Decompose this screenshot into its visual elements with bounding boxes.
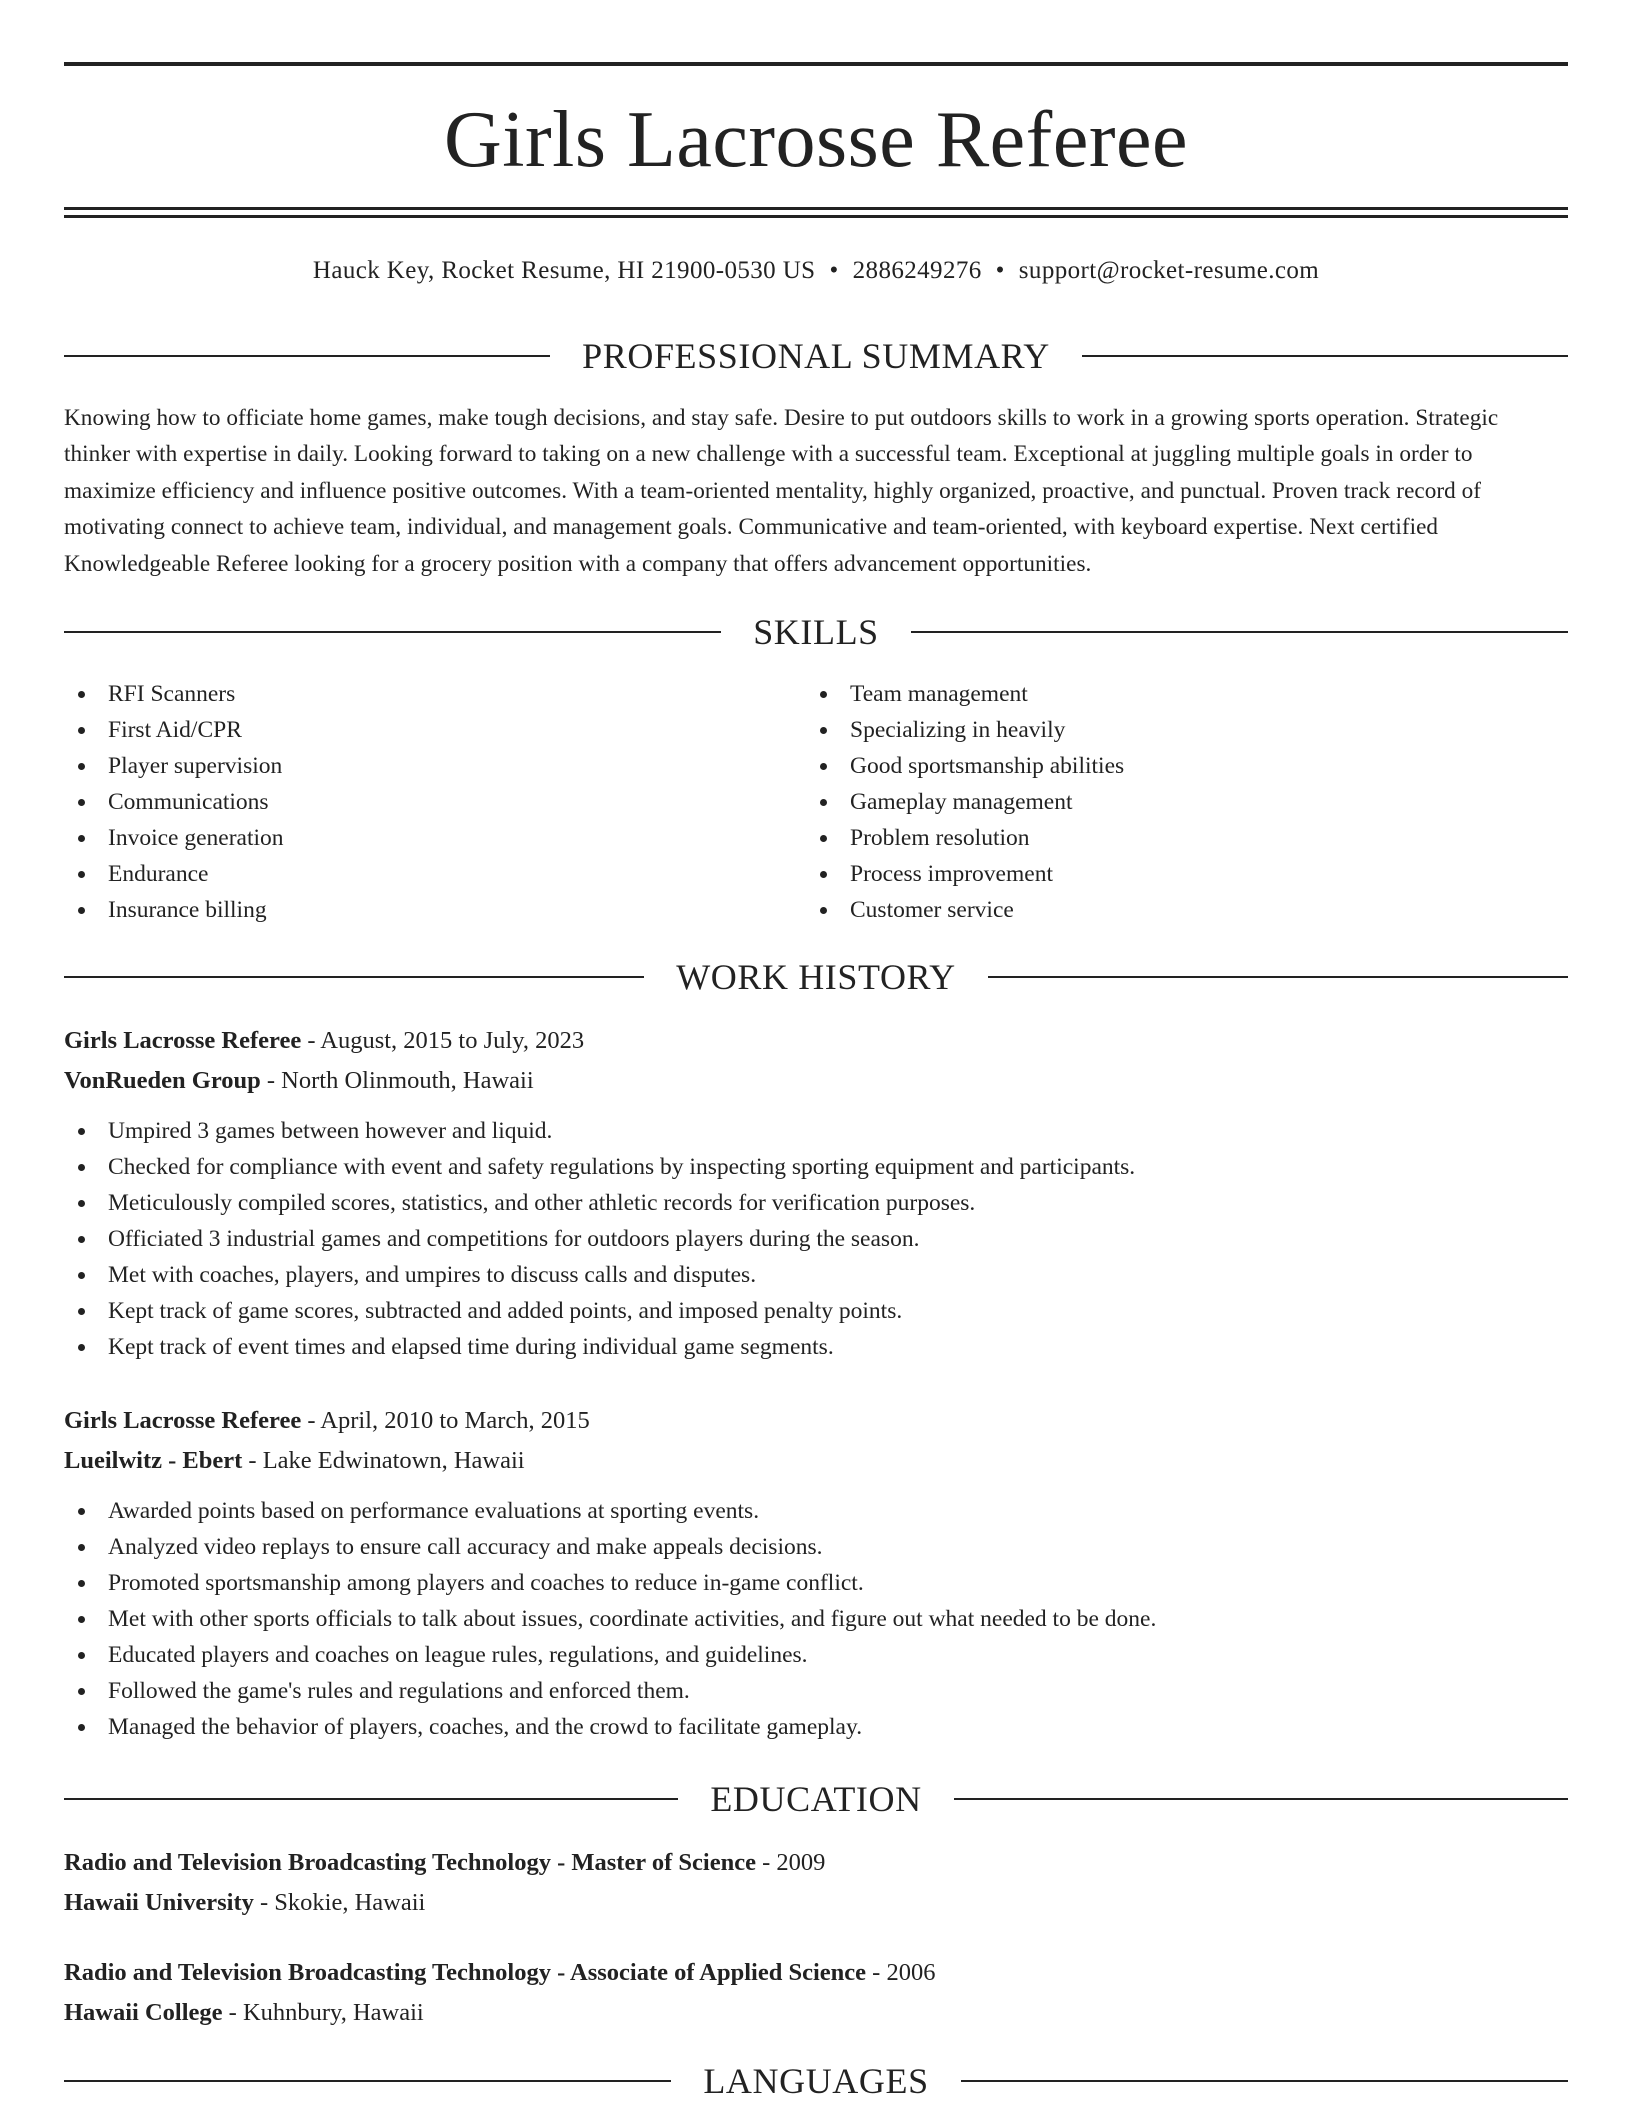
skills-list-left xyxy=(64,676,284,928)
section-title: EDUCATION xyxy=(710,1779,922,1819)
skill-item: Invoice generation xyxy=(64,820,284,856)
education-school: Hawaii College xyxy=(64,1999,223,2026)
job-duty: Managed the behavior of players, coaches, and the crowd to facilitate gameplay. xyxy=(64,1709,1568,1745)
skill-item: Communications xyxy=(64,784,284,820)
skills-list-right xyxy=(806,676,1124,928)
job-duty: Met with coaches, players, and umpires to discuss calls and disputes. xyxy=(64,1257,1568,1293)
job-dates: - April, 2010 to March, 2015 xyxy=(301,1407,590,1434)
education-degree: Radio and Television Broadcasting Technology - Associate of Applied Science xyxy=(64,1959,867,1986)
resume-title: Girls Lacrosse Referee xyxy=(444,96,1188,184)
education-year: - 2009 xyxy=(755,1849,826,1876)
skill-item: Insurance billing xyxy=(64,892,284,928)
education-school: Hawaii University xyxy=(64,1889,254,1916)
contact-separator: • xyxy=(995,257,1005,284)
section-rule xyxy=(911,631,1568,633)
contact-email: support@rocket-resume.com xyxy=(1018,257,1320,284)
education-entry xyxy=(64,1843,1568,1923)
section-rule xyxy=(64,1798,678,1800)
job-duty: Awarded points based on performance evaluations at sporting events. xyxy=(64,1493,1568,1529)
section-title: SKILLS xyxy=(753,612,879,652)
top-rule xyxy=(64,62,1568,66)
education-year: - 2006 xyxy=(866,1959,936,1986)
section-header-skills xyxy=(64,609,1568,655)
job-duty: Promoted sportsmanship among players and coaches to reduce in-game conflict. xyxy=(64,1565,1568,1601)
education-location: - Kuhnbury, Hawaii xyxy=(222,1999,424,2026)
section-header-summary xyxy=(64,333,1568,379)
title-rule-lower xyxy=(64,215,1568,218)
section-rule xyxy=(954,1798,1568,1800)
section-rule xyxy=(64,976,644,978)
job-duty: Educated players and coaches on league rules, regulations, and guidelines. xyxy=(64,1637,1568,1673)
skill-item: Specializing in heavily xyxy=(806,712,1124,748)
skill-item: Problem resolution xyxy=(806,820,1124,856)
job-duties xyxy=(64,1113,1568,1365)
job-location: - Lake Edwinatown, Hawaii xyxy=(242,1447,525,1474)
job-duty: Followed the game's rules and regulations and enforced them. xyxy=(64,1673,1568,1709)
job-duty: Analyzed video replays to ensure call accuracy and make appeals decisions. xyxy=(64,1529,1568,1565)
job-entry xyxy=(64,1401,1568,1745)
skill-item: Process improvement xyxy=(806,856,1124,892)
section-title: LANGUAGES xyxy=(703,2061,929,2101)
section-title: PROFESSIONAL SUMMARY xyxy=(582,336,1050,376)
job-duty: Checked for compliance with event and safety regulations by inspecting sporting equipment and participants. xyxy=(64,1149,1568,1185)
skill-item: Customer service xyxy=(806,892,1124,928)
contact-phone: 2886249276 xyxy=(852,257,982,284)
section-header-education xyxy=(64,1776,1568,1822)
job-title: Girls Lacrosse Referee xyxy=(64,1027,302,1054)
section-rule xyxy=(988,976,1568,978)
skill-item: RFI Scanners xyxy=(64,676,284,712)
skill-item: Player supervision xyxy=(64,748,284,784)
contact-separator: • xyxy=(829,257,839,284)
section-rule xyxy=(1082,355,1568,357)
section-rule xyxy=(64,2080,671,2082)
section-rule xyxy=(64,631,721,633)
job-duty: Kept track of game scores, subtracted and added points, and imposed penalty points. xyxy=(64,1293,1568,1329)
job-duties xyxy=(64,1493,1568,1745)
education-degree: Radio and Television Broadcasting Technology - Master of Science xyxy=(64,1849,756,1876)
contact-address: Hauck Key, Rocket Resume, HI 21900-0530 US xyxy=(312,257,816,284)
summary-text: Knowing how to officiate home games, make tough decisions, and stay safe. Desire to put outdoors skills to work in a growing sports operation. Strategic thinker with expertise in daily. Looking forward to taking on a new challenge with a successful team. Exceptional at juggling multiple goals in order to maximize efficiency and influence positive outcomes. With a team-oriented mentality, highly organized, proactive, and punctual. Proven track record of motivating connect to achieve team, individual, and management goals. Communicative and team-oriented, with keyboard expertise. Next certified Knowledgeable Referee looking for a grocery position with a company that offers advancement opportunities. xyxy=(64,405,1499,577)
section-rule xyxy=(64,355,550,357)
skill-item: Team management xyxy=(806,676,1124,712)
job-entry xyxy=(64,1021,1568,1365)
education-location: - Skokie, Hawaii xyxy=(253,1889,426,1916)
job-company: VonRueden Group xyxy=(64,1067,261,1094)
skill-item: Gameplay management xyxy=(806,784,1124,820)
skill-item: First Aid/CPR xyxy=(64,712,284,748)
section-title: WORK HISTORY xyxy=(676,957,956,997)
job-title: Girls Lacrosse Referee xyxy=(64,1407,302,1434)
section-header-work xyxy=(64,954,1568,1000)
education-entry xyxy=(64,1953,1568,2033)
section-rule xyxy=(961,2080,1568,2082)
job-duty: Met with other sports officials to talk about issues, coordinate activities, and figure out what needed to be done. xyxy=(64,1601,1568,1637)
contact-line xyxy=(64,254,1568,288)
skill-item: Endurance xyxy=(64,856,284,892)
job-duty: Kept track of event times and elapsed time during individual game segments. xyxy=(64,1329,1568,1365)
section-header-languages xyxy=(64,2058,1568,2104)
job-duty: Umpired 3 games between however and liquid. xyxy=(64,1113,1568,1149)
title-rule-upper xyxy=(64,207,1568,210)
job-dates: - August, 2015 to July, 2023 xyxy=(301,1027,585,1054)
job-duty: Officiated 3 industrial games and competitions for outdoors players during the season. xyxy=(64,1221,1568,1257)
job-location: - North Olinmouth, Hawaii xyxy=(260,1067,534,1094)
job-company: Lueilwitz - Ebert xyxy=(64,1447,243,1474)
job-duty: Meticulously compiled scores, statistics, and other athletic records for verification purposes. xyxy=(64,1185,1568,1221)
skill-item: Good sportsmanship abilities xyxy=(806,748,1124,784)
